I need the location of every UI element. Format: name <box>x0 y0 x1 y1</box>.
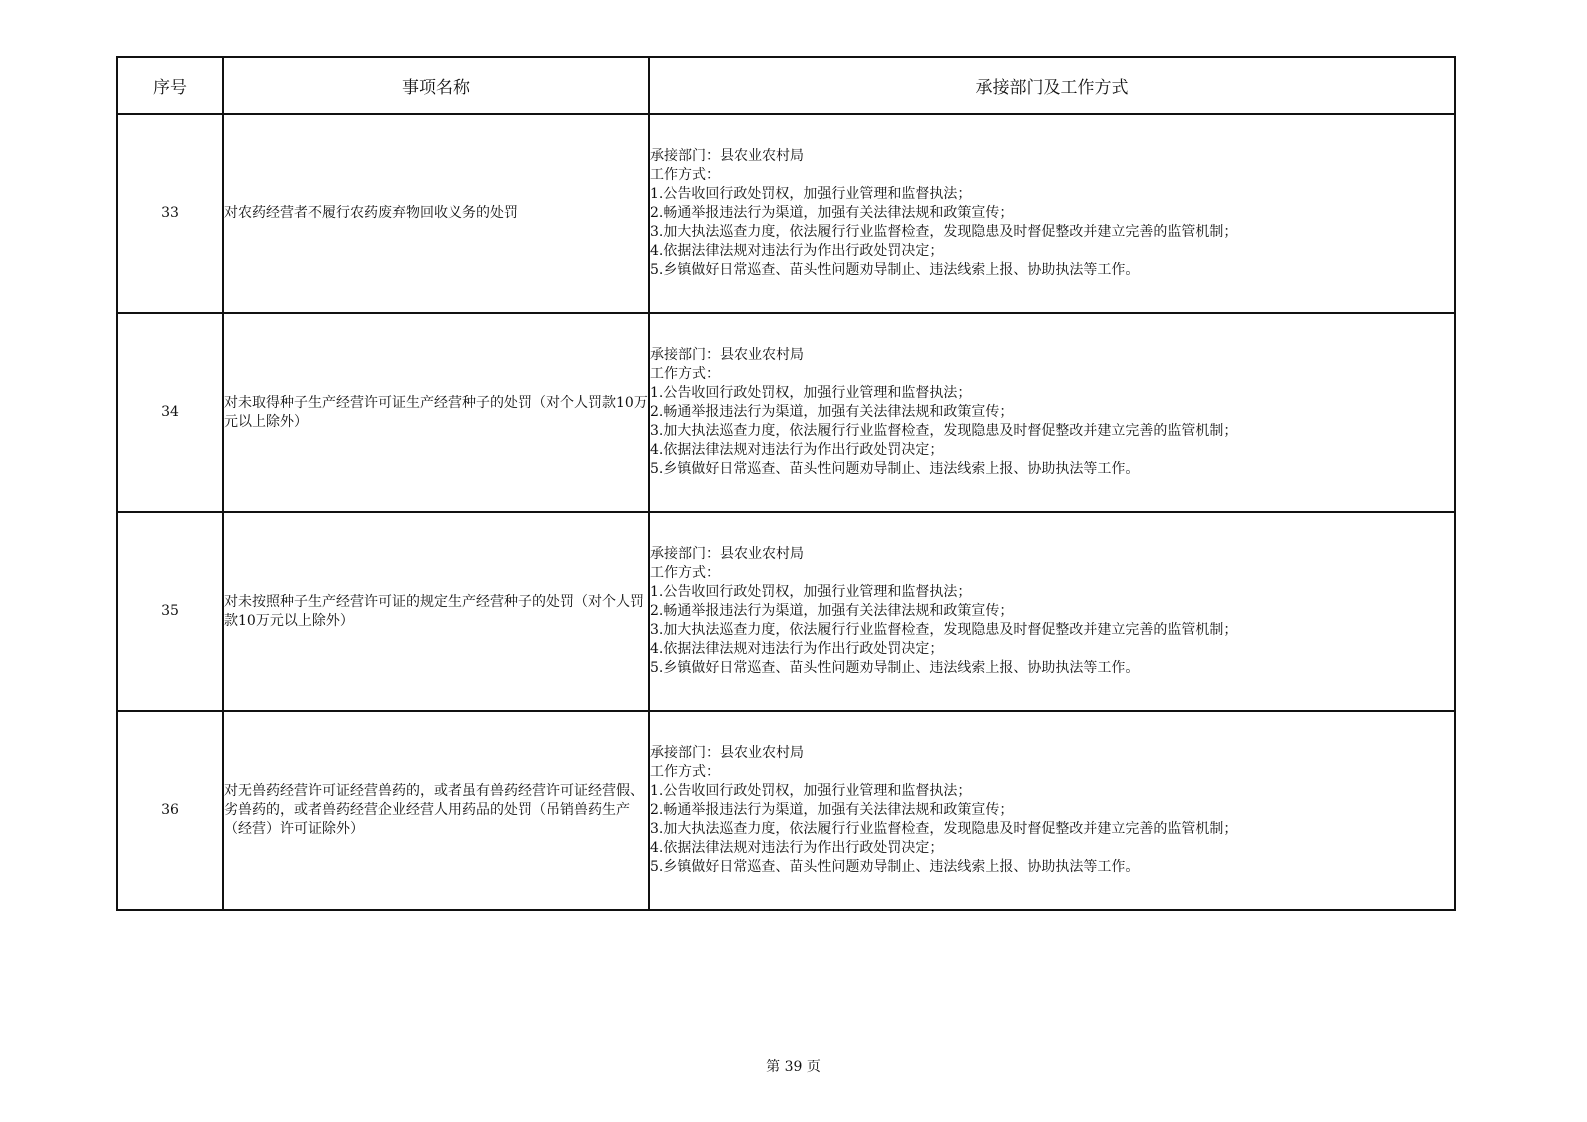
header-seq: 序号 <box>117 57 223 114</box>
matters-table <box>116 56 1456 911</box>
row-name: 对未按照种子生产经营许可证的规定生产经营种子的处罚（对个人罚款10万元以上除外） <box>223 512 649 711</box>
table-row <box>117 114 1455 313</box>
dept-line: 2.畅通举报违法行为渠道，加强有关法律法规和政策宣传； <box>650 205 1014 221</box>
dept-line: 2.畅通举报违法行为渠道，加强有关法律法规和政策宣传； <box>650 603 1014 619</box>
header-name: 事项名称 <box>223 57 649 114</box>
table-row <box>117 711 1455 910</box>
dept-line: 工作方式： <box>650 764 720 780</box>
dept-line: 2.畅通举报违法行为渠道，加强有关法律法规和政策宣传； <box>650 404 1014 420</box>
row-dept <box>649 313 1455 512</box>
dept-line: 4.依据法律法规对违法行为作出行政处罚决定； <box>650 442 944 458</box>
dept-line: 3.加大执法巡查力度，依法履行行业监督检查，发现隐患及时督促整改并建立完善的监管机制； <box>650 224 1238 240</box>
dept-line: 5.乡镇做好日常巡查、苗头性问题劝导制止、违法线索上报、协助执法等工作。 <box>650 859 1140 875</box>
dept-line: 工作方式： <box>650 565 720 581</box>
header-dept: 承接部门及工作方式 <box>649 57 1455 114</box>
table-row <box>117 512 1455 711</box>
dept-line: 1.公告收回行政处罚权，加强行业管理和监督执法； <box>650 385 972 401</box>
dept-line: 4.依据法律法规对违法行为作出行政处罚决定； <box>650 641 944 657</box>
row-seq: 35 <box>117 512 223 711</box>
row-seq: 33 <box>117 114 223 313</box>
dept-line: 1.公告收回行政处罚权，加强行业管理和监督执法； <box>650 783 972 799</box>
table-row <box>117 313 1455 512</box>
dept-line: 5.乡镇做好日常巡查、苗头性问题劝导制止、违法线索上报、协助执法等工作。 <box>650 660 1140 676</box>
dept-line: 4.依据法律法规对违法行为作出行政处罚决定； <box>650 243 944 259</box>
dept-line: 5.乡镇做好日常巡查、苗头性问题劝导制止、违法线索上报、协助执法等工作。 <box>650 461 1140 477</box>
dept-line: 3.加大执法巡查力度，依法履行行业监督检查，发现隐患及时督促整改并建立完善的监管机制； <box>650 622 1238 638</box>
dept-line: 3.加大执法巡查力度，依法履行行业监督检查，发现隐患及时督促整改并建立完善的监管机制； <box>650 423 1238 439</box>
page-number: 第 39 页 <box>766 1059 821 1075</box>
row-name: 对未取得种子生产经营许可证生产经营种子的处罚（对个人罚款10万元以上除外） <box>223 313 649 512</box>
dept-line: 3.加大执法巡查力度，依法履行行业监督检查，发现隐患及时督促整改并建立完善的监管机制； <box>650 821 1238 837</box>
dept-line: 4.依据法律法规对违法行为作出行政处罚决定； <box>650 840 944 856</box>
row-name: 对农药经营者不履行农药废弃物回收义务的处罚 <box>223 114 649 313</box>
row-name: 对无兽药经营许可证经营兽药的，或者虽有兽药经营许可证经营假、劣兽药的，或者兽药经营企业经营人用药品的处罚（吊销兽药生产（经营）许可证除外） <box>223 711 649 910</box>
row-seq: 36 <box>117 711 223 910</box>
row-seq: 34 <box>117 313 223 512</box>
dept-line: 承接部门：县农业农村局 <box>650 347 804 363</box>
row-dept <box>649 512 1455 711</box>
dept-line: 1.公告收回行政处罚权，加强行业管理和监督执法； <box>650 186 972 202</box>
row-dept <box>649 114 1455 313</box>
dept-line: 1.公告收回行政处罚权，加强行业管理和监督执法； <box>650 584 972 600</box>
dept-line: 工作方式： <box>650 167 720 183</box>
dept-line: 2.畅通举报违法行为渠道，加强有关法律法规和政策宣传； <box>650 802 1014 818</box>
dept-line: 承接部门：县农业农村局 <box>650 745 804 761</box>
row-dept <box>649 711 1455 910</box>
dept-line: 工作方式： <box>650 366 720 382</box>
dept-line: 承接部门：县农业农村局 <box>650 148 804 164</box>
table-header-row <box>117 57 1455 114</box>
dept-line: 承接部门：县农业农村局 <box>650 546 804 562</box>
dept-line: 5.乡镇做好日常巡查、苗头性问题劝导制止、违法线索上报、协助执法等工作。 <box>650 262 1140 278</box>
